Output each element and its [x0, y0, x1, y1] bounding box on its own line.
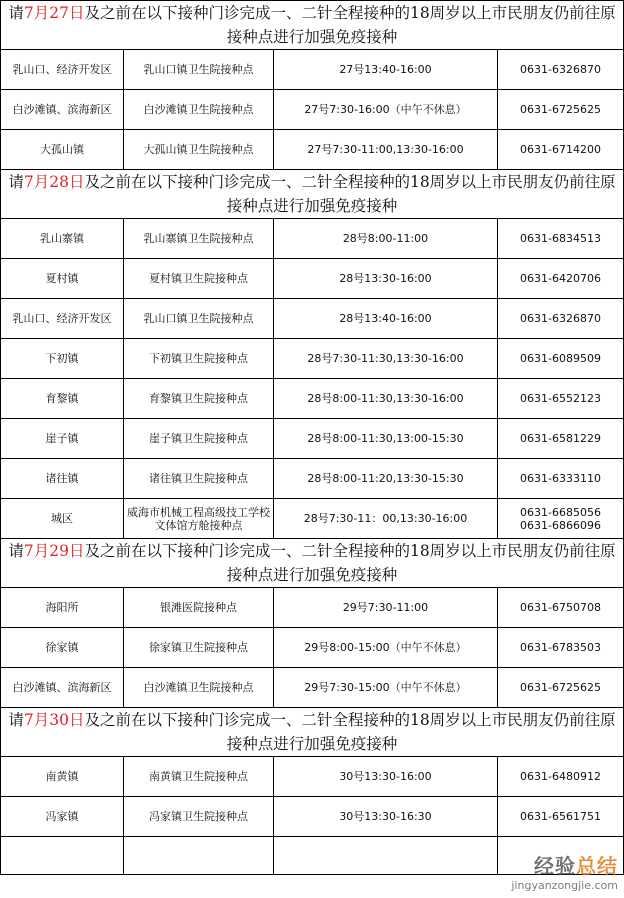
time-cell: 28号13:40-16:00 — [274, 299, 498, 339]
phone-cell — [498, 459, 624, 499]
section-header-text: 及之前在以下接种门诊完成一、二针全程接种的18周岁以上市民朋友仍前往原接种点进行加强免疫接种 — [84, 4, 616, 46]
site-cell: 乳山口镇卫生院接种点 — [124, 299, 274, 339]
table-row — [1, 259, 624, 299]
phone-number-secondary: 0631-6866096 — [520, 518, 601, 532]
section-header-prefix: 请 — [8, 4, 24, 22]
area-cell: 乳山口、经济开发区 — [1, 50, 124, 90]
site-cell: 银滩医院接种点 — [124, 588, 274, 628]
time-cell: 30号13:30-16:30 — [274, 797, 498, 837]
area-cell: 白沙滩镇、滨海新区 — [1, 90, 124, 130]
phone-number: 0631-6089509 — [520, 352, 601, 365]
phone-cell — [498, 419, 624, 459]
phone-number: 0631-6685056 — [520, 505, 601, 519]
site-cell: 下初镇卫生院接种点 — [124, 339, 274, 379]
time-cell: 28号8:00-11:30,13:00-15:30 — [274, 419, 498, 459]
watermark-url: jingyanzongjie.com — [511, 879, 618, 892]
phone-number: 0631-6326870 — [520, 63, 601, 76]
time-cell: 27号13:40-16:00 — [274, 50, 498, 90]
table-row — [1, 668, 624, 708]
section-header-row — [1, 708, 624, 757]
time-cell: 28号8:00-11:30,13:30-16:00 — [274, 379, 498, 419]
site-cell: 乳山寨镇卫生院接种点 — [124, 219, 274, 259]
phone-number: 0631-6333110 — [520, 472, 601, 485]
section-header-text: 及之前在以下接种门诊完成一、二针全程接种的18周岁以上市民朋友仍前往原接种点进行加强免疫接种 — [84, 173, 616, 215]
site-cell: 大孤山镇卫生院接种点 — [124, 130, 274, 170]
table-row — [1, 299, 624, 339]
watermark-logo-part-a: 经验 — [534, 854, 576, 878]
section-header — [1, 708, 624, 757]
watermark-logo — [511, 850, 618, 879]
section-header — [1, 539, 624, 588]
area-cell: 徐家镇 — [1, 628, 124, 668]
area-cell: 下初镇 — [1, 339, 124, 379]
phone-cell — [498, 588, 624, 628]
site-cell: 乳山口镇卫生院接种点 — [124, 50, 274, 90]
phone-number: 0631-6725625 — [520, 681, 601, 694]
schedule-table-body — [1, 1, 624, 875]
empty-cell — [1, 837, 124, 875]
phone-cell — [498, 628, 624, 668]
time-cell: 28号8:00-11:00 — [274, 219, 498, 259]
area-cell: 育黎镇 — [1, 379, 124, 419]
phone-number: 0631-6480912 — [520, 770, 601, 783]
phone-cell — [498, 50, 624, 90]
table-row — [1, 90, 624, 130]
time-cell: 27号7:30-11:00,13:30-16:00 — [274, 130, 498, 170]
site-cell: 诸往镇卫生院接种点 — [124, 459, 274, 499]
section-header-text: 及之前在以下接种门诊完成一、二针全程接种的18周岁以上市民朋友仍前往原接种点进行加强免疫接种 — [84, 711, 616, 753]
section-header-date: 7月27日 — [23, 4, 85, 22]
area-cell: 海阳所 — [1, 588, 124, 628]
phone-number: 0631-6552123 — [520, 392, 601, 405]
phone-number: 0631-6714200 — [520, 143, 601, 156]
table-row — [1, 419, 624, 459]
table-row — [1, 499, 624, 539]
section-header-row — [1, 170, 624, 219]
area-cell: 白沙滩镇、滨海新区 — [1, 668, 124, 708]
phone-cell — [498, 757, 624, 797]
table-row — [1, 379, 624, 419]
table-row — [1, 339, 624, 379]
section-header-row — [1, 1, 624, 50]
table-row — [1, 757, 624, 797]
table-row — [1, 50, 624, 90]
phone-cell — [498, 259, 624, 299]
phone-cell — [498, 90, 624, 130]
phone-number: 0631-6561751 — [520, 810, 601, 823]
table-row — [1, 628, 624, 668]
phone-number: 0631-6420706 — [520, 272, 601, 285]
phone-number: 0631-6750708 — [520, 601, 601, 614]
area-cell: 夏村镇 — [1, 259, 124, 299]
phone-number: 0631-6725625 — [520, 103, 601, 116]
empty-cell — [274, 837, 498, 875]
section-header-prefix: 请 — [8, 542, 24, 560]
phone-cell — [498, 499, 624, 539]
site-cell: 南黄镇卫生院接种点 — [124, 757, 274, 797]
section-header-date: 7月28日 — [23, 173, 85, 191]
phone-cell — [498, 339, 624, 379]
area-cell: 南黄镇 — [1, 757, 124, 797]
table-row — [1, 797, 624, 837]
site-cell: 白沙滩镇卫生院接种点 — [124, 90, 274, 130]
time-cell: 28号8:00-11:20,13:30-15:30 — [274, 459, 498, 499]
site-cell: 冯家镇卫生院接种点 — [124, 797, 274, 837]
section-header-date: 7月30日 — [23, 711, 85, 729]
empty-cell — [124, 837, 274, 875]
table-row — [1, 130, 624, 170]
phone-cell — [498, 219, 624, 259]
area-cell: 冯家镇 — [1, 797, 124, 837]
phone-number: 0631-6783503 — [520, 641, 601, 654]
section-header — [1, 1, 624, 50]
section-header-row — [1, 539, 624, 588]
time-cell: 30号13:30-16:00 — [274, 757, 498, 797]
area-cell: 诸往镇 — [1, 459, 124, 499]
time-cell: 29号7:30-15:00（中午不休息） — [274, 668, 498, 708]
area-cell: 城区 — [1, 499, 124, 539]
area-cell: 乳山口、经济开发区 — [1, 299, 124, 339]
phone-cell — [498, 299, 624, 339]
time-cell: 28号7:30-11：00,13:30-16:00 — [274, 499, 498, 539]
section-header-prefix: 请 — [8, 711, 24, 729]
area-cell: 崖子镇 — [1, 419, 124, 459]
phone-cell — [498, 130, 624, 170]
area-cell: 大孤山镇 — [1, 130, 124, 170]
time-cell: 29号7:30-11:00 — [274, 588, 498, 628]
time-cell: 27号7:30-16:00（中午不休息） — [274, 90, 498, 130]
time-cell: 28号13:30-16:00 — [274, 259, 498, 299]
site-cell: 徐家镇卫生院接种点 — [124, 628, 274, 668]
area-cell: 乳山寨镇 — [1, 219, 124, 259]
phone-number: 0631-6326870 — [520, 312, 601, 325]
phone-cell — [498, 668, 624, 708]
section-header-prefix: 请 — [8, 173, 24, 191]
site-cell: 白沙滩镇卫生院接种点 — [124, 668, 274, 708]
table-row — [1, 219, 624, 259]
watermark-logo-part-b: 总结 — [576, 854, 618, 878]
site-cell: 夏村镇卫生院接种点 — [124, 259, 274, 299]
watermark — [511, 850, 618, 892]
phone-cell — [498, 797, 624, 837]
phone-cell — [498, 379, 624, 419]
table-row — [1, 459, 624, 499]
site-cell: 威海市机械工程高级技工学校文体馆方舱接种点 — [124, 499, 274, 539]
section-header-text: 及之前在以下接种门诊完成一、二针全程接种的18周岁以上市民朋友仍前往原接种点进行加强免疫接种 — [84, 542, 616, 584]
site-cell: 育黎镇卫生院接种点 — [124, 379, 274, 419]
time-cell: 28号7:30-11:30,13:30-16:00 — [274, 339, 498, 379]
phone-number: 0631-6834513 — [520, 232, 601, 245]
site-cell: 崖子镇卫生院接种点 — [124, 419, 274, 459]
section-header-date: 7月29日 — [23, 542, 85, 560]
table-row — [1, 588, 624, 628]
phone-number: 0631-6581229 — [520, 432, 601, 445]
time-cell: 29号8:00-15:00（中午不休息） — [274, 628, 498, 668]
section-header — [1, 170, 624, 219]
